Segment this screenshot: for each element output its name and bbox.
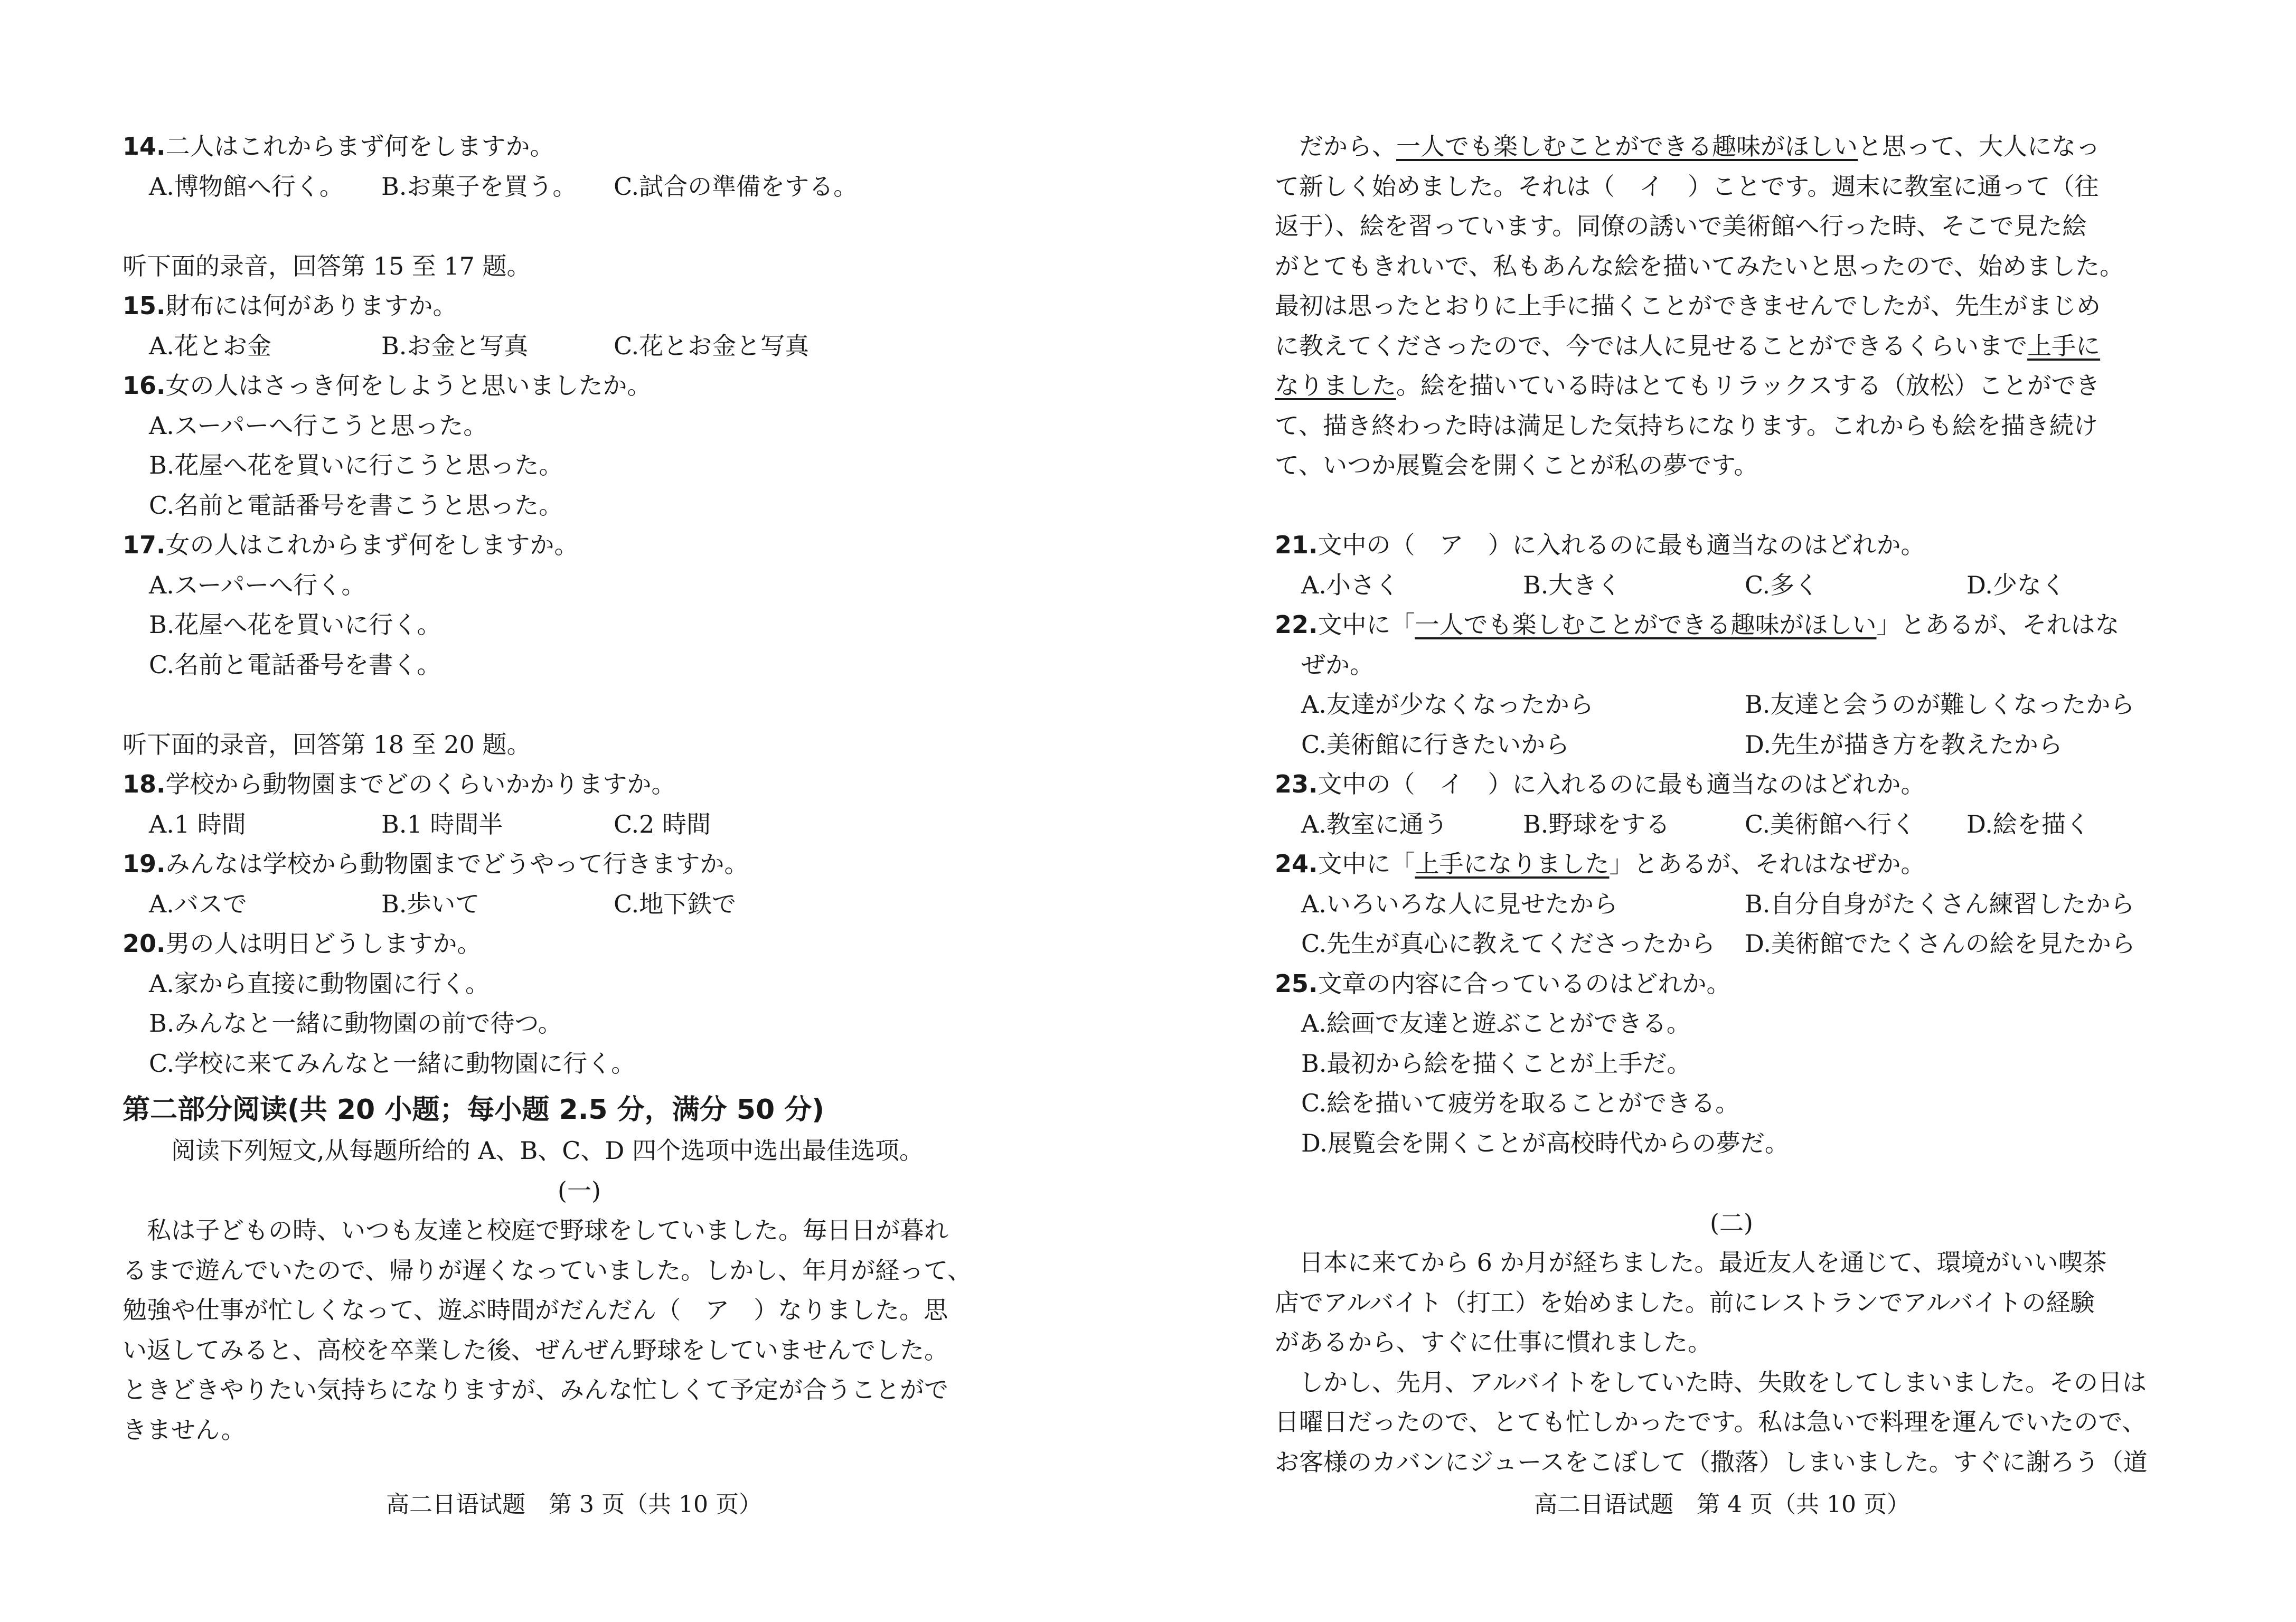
page-footer: 高二日语试题 第 3 页（共 10 页）: [386, 1491, 762, 1518]
option-c: C.2 時間: [614, 809, 711, 838]
underlined-text: 一人でも楽しむことができる趣味がほしい: [1396, 132, 1858, 161]
passage-line: しかし、先月、アルバイトをしていた時、失敗をしてしまいました。その日は: [1299, 1368, 2147, 1397]
option-c: C.多く: [1745, 570, 1819, 599]
question-text: 女の人はさっき何をしようと思いましたか。: [165, 371, 652, 400]
passage-line: [1275, 127, 2188, 167]
passage-line: て、描き終わった時は満足した気持ちになります。これからも絵を描き続け: [1275, 411, 2098, 440]
q22-options-row2: [1275, 725, 2188, 765]
question-16: [123, 366, 1036, 406]
passage-line: きません。: [123, 1415, 246, 1444]
section-title: 第二部分阅读(共 20 小题；每小题 2.5 分，满分 50 分): [123, 1094, 824, 1126]
option-b: B.最初から絵を描くことが上手だ。: [1301, 1049, 1691, 1078]
option-d: D.絵を描く: [1966, 809, 2090, 838]
question-number: 25.: [1275, 969, 1318, 998]
question-text: 文章の内容に合っているのはどれか。: [1318, 969, 1731, 998]
option-c: C.美術館へ行く: [1745, 809, 1916, 838]
passage-line: 店でアルバイト（打工）を始めました。前にレストランでアルバイトの経験: [1275, 1288, 2095, 1317]
question-number: 16.: [123, 371, 166, 400]
option-b: B.自分自身がたくさん練習したから: [1745, 889, 2135, 918]
question-number: 23.: [1275, 770, 1318, 798]
question-number: 15.: [123, 291, 166, 320]
passage-line: て新しく始めました。それは（ イ ）ことです。週末に教室に通って（往: [1275, 172, 2099, 201]
text: と思って、大人になっ: [1858, 132, 2101, 161]
underlined-text: 上手に: [2027, 331, 2101, 360]
question-text: 」とあるが、それはな: [1876, 610, 2120, 639]
option-d: D.展覧会を開くことが高校時代からの夢だ。: [1301, 1128, 1789, 1157]
q14-options: [123, 167, 1036, 207]
underlined-text: なりました: [1275, 371, 1396, 400]
section-instruction: 阅读下列短文,从每题所给的 A、B、C、D 四个选项中选出最佳选项。: [171, 1136, 924, 1165]
question-text: みんなは学校から動物園までどうやって行きますか。: [165, 850, 749, 878]
passage-line: い返してみると、高校を卒業した後、ぜんぜん野球をしていませんでした。: [123, 1335, 948, 1364]
option-a: A.いろいろな人に見せたから: [1301, 889, 1618, 918]
question-number: 19.: [123, 850, 166, 878]
question-text: 文中に「: [1318, 850, 1415, 878]
right-column: [1275, 127, 2188, 1482]
passage-line: 日曜日だったので、とても忙しかったです。私は急いで料理を運んでいたので、: [1275, 1408, 2147, 1436]
q18-options: [123, 805, 1036, 845]
option-b: B.野球をする: [1523, 809, 1670, 838]
option-c: C.地下鉄で: [614, 889, 737, 918]
question-15: [123, 286, 1036, 326]
option-a: A.1 時間: [149, 809, 246, 838]
option-c: C.美術館に行きたいから: [1301, 730, 1570, 759]
question-19: [123, 844, 1036, 884]
option-a: A.絵画で友達と遊ぶことができる。: [1301, 1009, 1691, 1038]
text: に教えてくださったので、今では人に見せることができるくらいまで: [1275, 331, 2028, 360]
question-21: [1275, 525, 2188, 565]
passage-line: て、いつか展覧会を開くことが私の夢です。: [1275, 451, 1758, 479]
question-text: 二人はこれからまず何をしますか。: [165, 132, 554, 161]
q24-options-row2: [1275, 924, 2188, 964]
option-d: D.美術館でたくさんの絵を見たから: [1745, 929, 2135, 958]
question-text: 文中に「: [1318, 610, 1415, 639]
passage-line: [1275, 326, 2188, 366]
question-text-continued: ぜか。: [1301, 650, 1374, 679]
option-a: A.スーパーへ行こうと思った。: [149, 411, 488, 440]
option-c: C.名前と電話番号を書く。: [149, 650, 441, 679]
passage-line: 返于）、絵を習っています。同僚の誘いで美術館へ行った時、そこで見た絵: [1275, 212, 2087, 240]
passage-line: がとてもきれいで、私もあんな絵を描いてみたいと思ったので、始めました。: [1275, 251, 2124, 280]
option-c: C.学校に来てみんなと一緒に動物園に行く。: [149, 1049, 636, 1078]
option-a: A.花とお金: [149, 331, 271, 360]
option-c: C.先生が真心に教えてくださったから: [1301, 929, 1716, 958]
passage-line: [1275, 366, 2188, 406]
q15-options: [123, 326, 1036, 366]
option-b: B.大きく: [1523, 570, 1622, 599]
passage-line: るまで遊んでいたので、帰りが遅くなっていました。しかし、年月が経って、: [123, 1256, 972, 1285]
question-number: 17.: [123, 531, 166, 559]
underlined-text: 一人でも楽しむことができる趣味がほしい: [1415, 610, 1877, 639]
question-22: [1275, 605, 2188, 645]
question-18: [123, 765, 1036, 805]
underlined-text: 上手になりました: [1415, 850, 1610, 878]
passage-line: ときどきやりたい気持ちになりますが、みんな忙しくて予定が合うことがで: [123, 1375, 948, 1404]
question-20: [123, 924, 1036, 964]
question-text: 文中の（ ア ）に入れるのに最も適当なのはどれか。: [1318, 531, 1925, 559]
question-text: 男の人は明日どうしますか。: [165, 929, 482, 958]
option-d: D.先生が描き方を教えたから: [1745, 730, 2063, 759]
option-a: A.友達が少なくなったから: [1301, 690, 1594, 719]
q19-options: [123, 884, 1036, 925]
option-b: B.花屋へ花を買いに行こうと思った。: [149, 451, 563, 479]
option-a: A.教室に通う: [1301, 809, 1448, 838]
option-c: C.試合の準備をする。: [614, 172, 858, 201]
passage-line: 最初は思ったとおりに上手に描くことができませんでしたが、先生がまじめ: [1275, 291, 2101, 320]
option-b: B.お菓子を買う。: [381, 172, 577, 201]
option-b: B.花屋へ花を買いに行く。: [149, 610, 441, 639]
question-text: 女の人はこれからまず何をしますか。: [165, 531, 579, 559]
option-c: C.絵を描いて疲労を取ることができる。: [1301, 1089, 1740, 1117]
passage-line: があるから、すぐに仕事に慣れました。: [1275, 1328, 1712, 1356]
question-23: [1275, 765, 2188, 805]
question-24: [1275, 844, 2188, 884]
question-text: 財布には何がありますか。: [165, 291, 457, 320]
text: 。絵を描いている時はとてもリラックスする（放松）ことができ: [1396, 371, 2100, 400]
option-d: D.少なく: [1966, 570, 2066, 599]
page-footer: 高二日语试题 第 4 页（共 10 页）: [1534, 1491, 1910, 1518]
q23-options: [1275, 805, 2188, 845]
option-a: A.小さく: [1301, 570, 1399, 599]
question-25: [1275, 964, 2188, 1004]
option-b: B.1 時間半: [381, 809, 503, 838]
option-c: C.花とお金と写真: [614, 331, 810, 360]
passage-line: お客様のカバンにジュースをこぼして（撒落）しまいました。すぐに謝ろう（道: [1275, 1447, 2148, 1476]
question-number: 21.: [1275, 531, 1318, 559]
passage-label: (二): [1710, 1208, 1753, 1237]
passage-line: 日本に来てから 6 か月が経ちました。最近友人を通じて、環境がいい喫茶: [1299, 1248, 2107, 1277]
left-column: [123, 127, 1036, 1450]
option-a: A.博物館へ行く。: [149, 172, 344, 201]
option-a: A.スーパーへ行く。: [149, 570, 366, 599]
passage-line: 勉強や仕事が忙しくなって、遊ぶ時間がだんだん（ ア ）なりました。思: [123, 1296, 948, 1324]
q22-options-row1: [1275, 685, 2188, 725]
option-b: B.お金と写真: [381, 331, 529, 360]
q24-options-row1: [1275, 884, 2188, 925]
listening-instruction: 听下面的录音，回答第 18 至 20 题。: [123, 730, 531, 759]
text: だから、: [1299, 132, 1396, 161]
option-a: A.バスで: [149, 889, 247, 918]
listening-instruction: 听下面的录音，回答第 15 至 17 题。: [123, 251, 531, 280]
q21-options: [1275, 565, 2188, 606]
option-c: C.名前と電話番号を書こうと思った。: [149, 491, 563, 520]
question-text: 文中の（ イ ）に入れるのに最も適当なのはどれか。: [1318, 770, 1925, 798]
question-17: [123, 525, 1036, 565]
option-b: B.みんなと一緒に動物園の前で待つ。: [149, 1009, 562, 1038]
question-number: 18.: [123, 770, 166, 798]
option-b: B.歩いて: [381, 889, 480, 918]
question-number: 24.: [1275, 850, 1318, 878]
question-text: 」とあるが、それはなぜか。: [1609, 850, 1925, 878]
question-14: [123, 127, 1036, 167]
question-text: 学校から動物園までどのくらいかかりますか。: [165, 770, 676, 798]
passage-label: (一): [558, 1176, 601, 1205]
passage-line: 私は子どもの時、いつも友達と校庭で野球をしていました。毎日日が暮れ: [147, 1216, 948, 1244]
question-number: 14.: [123, 132, 166, 161]
question-number: 20.: [123, 929, 166, 958]
question-number: 22.: [1275, 610, 1318, 639]
option-b: B.友達と会うのが難しくなったから: [1745, 690, 2135, 719]
option-a: A.家から直接に動物園に行く。: [149, 969, 490, 998]
exam-page-4: [1148, 0, 2296, 1622]
